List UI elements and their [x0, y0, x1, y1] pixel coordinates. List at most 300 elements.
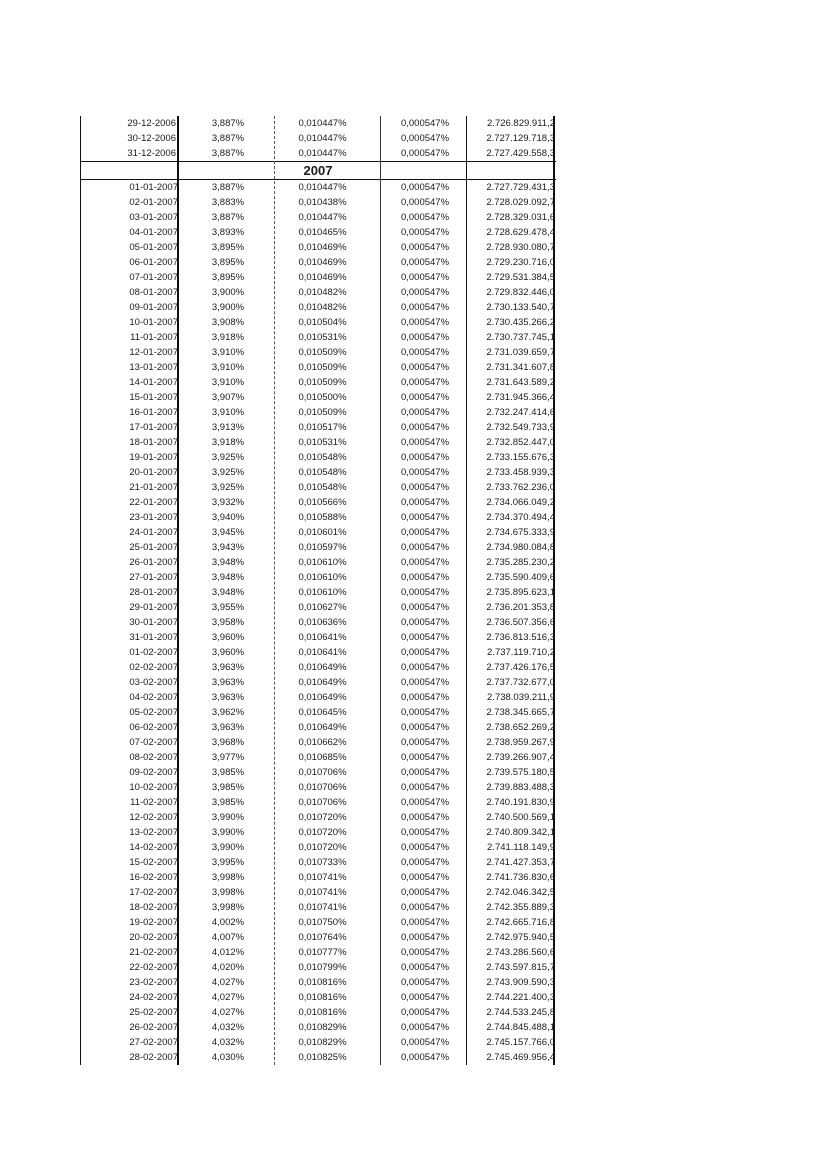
rule-right	[553, 116, 555, 1065]
amount-cell: 2.732.549.733,9	[486, 422, 555, 433]
annual-rate-cell: 3,962%	[211, 707, 245, 718]
date-cell: 27-02-2007	[129, 1037, 178, 1048]
amount-cell: 2.745.157.766,0	[486, 1037, 555, 1048]
daily-rate-cell: 0,010509%	[298, 407, 347, 418]
table-row	[80, 131, 556, 146]
date-cell: 22-01-2007	[129, 497, 178, 508]
daily-rate-cell: 0,010733%	[298, 857, 347, 868]
table-row	[80, 720, 556, 735]
date-cell: 04-01-2007	[129, 227, 178, 238]
spread-cell: 0,000547%	[400, 332, 450, 343]
amount-cell: 2.730.133.540,7	[486, 302, 555, 313]
amount-cell: 2.743.286.560,6	[486, 947, 555, 958]
table-row	[80, 750, 556, 765]
table-row	[80, 990, 556, 1005]
daily-rate-cell: 0,010610%	[298, 572, 347, 583]
date-cell: 23-02-2007	[129, 977, 178, 988]
daily-rate-cell: 0,010548%	[298, 467, 347, 478]
spread-cell: 0,000547%	[400, 118, 450, 129]
table-row	[80, 180, 556, 195]
amount-cell: 2.728.629.478,4	[486, 227, 555, 238]
date-cell: 18-02-2007	[129, 902, 178, 913]
spread-cell: 0,000547%	[400, 992, 450, 1003]
amount-cell: 2.743.909.590,3	[486, 977, 555, 988]
amount-cell: 2.735.285.230,2	[486, 557, 555, 568]
daily-rate-cell: 0,010482%	[298, 302, 347, 313]
table-row	[80, 435, 556, 450]
spread-cell: 0,000547%	[400, 947, 450, 958]
daily-rate-cell: 0,010465%	[298, 227, 347, 238]
spread-cell: 0,000547%	[400, 227, 450, 238]
table-row	[80, 645, 556, 660]
amount-cell: 2.742.975.940,5	[486, 932, 555, 943]
amount-cell: 2.741.736.830,6	[486, 872, 555, 883]
daily-rate-cell: 0,010706%	[298, 797, 347, 808]
amount-cell: 2.736.507.356,6	[486, 617, 555, 628]
annual-rate-cell: 3,907%	[211, 392, 245, 403]
annual-rate-cell: 3,910%	[211, 407, 245, 418]
date-cell: 14-02-2007	[129, 842, 178, 853]
amount-cell: 2.729.230.716,0	[486, 257, 555, 268]
amount-cell: 2.742.046.342,5	[486, 887, 555, 898]
date-cell: 01-01-2007	[129, 182, 178, 193]
table-row	[80, 555, 556, 570]
rates-table	[80, 116, 556, 1065]
table-row	[80, 975, 556, 990]
annual-rate-cell: 3,887%	[211, 148, 245, 159]
amount-cell: 2.733.762.236,0	[486, 482, 555, 493]
daily-rate-cell: 0,010649%	[298, 722, 347, 733]
spread-cell: 0,000547%	[400, 1007, 450, 1018]
daily-rate-cell: 0,010588%	[298, 512, 347, 523]
annual-rate-cell: 3,900%	[211, 287, 245, 298]
amount-cell: 2.729.531.384,5	[486, 272, 555, 283]
spread-cell: 0,000547%	[400, 857, 450, 868]
annual-rate-cell: 3,948%	[211, 572, 245, 583]
spread-cell: 0,000547%	[400, 133, 450, 144]
date-cell: 05-02-2007	[129, 707, 178, 718]
spread-cell: 0,000547%	[400, 1037, 450, 1048]
annual-rate-cell: 3,918%	[211, 332, 245, 343]
annual-rate-cell: 3,887%	[211, 118, 245, 129]
table-row	[80, 1020, 556, 1035]
annual-rate-cell: 3,910%	[211, 377, 245, 388]
annual-rate-cell: 4,027%	[211, 992, 245, 1003]
spread-cell: 0,000547%	[400, 287, 450, 298]
date-cell: 06-01-2007	[129, 257, 178, 268]
annual-rate-cell: 3,908%	[211, 317, 245, 328]
annual-rate-cell: 3,943%	[211, 542, 245, 553]
spread-cell: 0,000547%	[400, 1022, 450, 1033]
spread-cell: 0,000547%	[400, 347, 450, 358]
daily-rate-cell: 0,010720%	[298, 812, 347, 823]
table-row	[80, 705, 556, 720]
annual-rate-cell: 3,998%	[211, 902, 245, 913]
date-cell: 10-01-2007	[129, 317, 178, 328]
amount-cell: 2.744.533.245,8	[486, 1007, 555, 1018]
spread-cell: 0,000547%	[400, 662, 450, 673]
amount-cell: 2.733.155.676,3	[486, 452, 555, 463]
table-row	[80, 375, 556, 390]
daily-rate-cell: 0,010706%	[298, 767, 347, 778]
annual-rate-cell: 3,893%	[211, 227, 245, 238]
spread-cell: 0,000547%	[400, 377, 450, 388]
spread-cell: 0,000547%	[400, 707, 450, 718]
spread-cell: 0,000547%	[400, 842, 450, 853]
spread-cell: 0,000547%	[400, 452, 450, 463]
spread-cell: 0,000547%	[400, 467, 450, 478]
daily-rate-cell: 0,010438%	[298, 197, 347, 208]
table-row	[80, 900, 556, 915]
date-cell: 07-01-2007	[129, 272, 178, 283]
annual-rate-cell: 4,032%	[211, 1037, 245, 1048]
daily-rate-cell: 0,010509%	[298, 362, 347, 373]
spread-cell: 0,000547%	[400, 257, 450, 268]
table-row	[80, 255, 556, 270]
amount-cell: 2.731.643.589,2	[486, 377, 555, 388]
date-cell: 17-01-2007	[129, 422, 178, 433]
annual-rate-cell: 3,968%	[211, 737, 245, 748]
spread-cell: 0,000547%	[400, 557, 450, 568]
date-cell: 10-02-2007	[129, 782, 178, 793]
spread-cell: 0,000547%	[400, 887, 450, 898]
annual-rate-cell: 3,995%	[211, 857, 245, 868]
date-cell: 29-01-2007	[129, 602, 178, 613]
table-row	[80, 420, 556, 435]
daily-rate-cell: 0,010548%	[298, 452, 347, 463]
date-cell: 18-01-2007	[129, 437, 178, 448]
amount-cell: 2.744.845.488,1	[486, 1022, 555, 1033]
amount-cell: 2.727.429.558,3	[486, 148, 555, 159]
daily-rate-cell: 0,010504%	[298, 317, 347, 328]
daily-rate-cell: 0,010641%	[298, 632, 347, 643]
date-cell: 12-01-2007	[129, 347, 178, 358]
spread-cell: 0,000547%	[400, 617, 450, 628]
daily-rate-cell: 0,010509%	[298, 377, 347, 388]
table-row	[80, 330, 556, 345]
table-row	[80, 840, 556, 855]
daily-rate-cell: 0,010799%	[298, 962, 347, 973]
table-row	[80, 810, 556, 825]
daily-rate-cell: 0,010662%	[298, 737, 347, 748]
annual-rate-cell: 3,887%	[211, 133, 245, 144]
annual-rate-cell: 3,925%	[211, 467, 245, 478]
table-row	[80, 525, 556, 540]
table-row	[80, 495, 556, 510]
table-row	[80, 615, 556, 630]
table-row	[80, 660, 556, 675]
table-row	[80, 360, 556, 375]
daily-rate-cell: 0,010816%	[298, 992, 347, 1003]
table-row	[80, 825, 556, 840]
rows-2006	[80, 116, 556, 161]
daily-rate-cell: 0,010610%	[298, 587, 347, 598]
date-cell: 12-02-2007	[129, 812, 178, 823]
amount-cell: 2.745.469.956,4	[486, 1052, 555, 1063]
table-row	[80, 195, 556, 210]
spread-cell: 0,000547%	[400, 677, 450, 688]
annual-rate-cell: 3,998%	[211, 872, 245, 883]
daily-rate-cell: 0,010636%	[298, 617, 347, 628]
daily-rate-cell: 0,010601%	[298, 527, 347, 538]
date-cell: 02-01-2007	[129, 197, 178, 208]
date-cell: 31-12-2006	[127, 148, 176, 159]
annual-rate-cell: 3,883%	[211, 197, 245, 208]
daily-rate-cell: 0,010649%	[298, 692, 347, 703]
date-cell: 19-01-2007	[129, 452, 178, 463]
amount-cell: 2.733.458.939,3	[486, 467, 555, 478]
date-cell: 13-02-2007	[129, 827, 178, 838]
table-row	[80, 960, 556, 975]
table-row	[80, 1035, 556, 1050]
daily-rate-cell: 0,010741%	[298, 902, 347, 913]
date-cell: 07-02-2007	[129, 737, 178, 748]
date-cell: 23-01-2007	[129, 512, 178, 523]
spread-cell: 0,000547%	[400, 797, 450, 808]
spread-cell: 0,000547%	[400, 182, 450, 193]
date-cell: 09-01-2007	[129, 302, 178, 313]
spread-cell: 0,000547%	[400, 632, 450, 643]
date-cell: 26-01-2007	[129, 557, 178, 568]
amount-cell: 2.737.119.710,2	[487, 647, 555, 658]
table-row	[80, 1050, 556, 1065]
date-cell: 11-01-2007	[130, 332, 178, 343]
daily-rate-cell: 0,010627%	[298, 602, 347, 613]
spread-cell: 0,000547%	[400, 212, 450, 223]
rule-left	[80, 116, 81, 1065]
table-row	[80, 675, 556, 690]
date-cell: 20-02-2007	[129, 932, 178, 943]
amount-cell: 2.736.813.516,3	[486, 632, 555, 643]
daily-rate-cell: 0,010447%	[298, 182, 347, 193]
table-row	[80, 270, 556, 285]
annual-rate-cell: 3,960%	[211, 647, 245, 658]
table-row	[80, 945, 556, 960]
table-row	[80, 690, 556, 705]
spread-cell: 0,000547%	[400, 977, 450, 988]
table-row	[80, 915, 556, 930]
daily-rate-cell: 0,010764%	[298, 932, 347, 943]
date-cell: 08-02-2007	[129, 752, 178, 763]
daily-rate-cell: 0,010517%	[298, 422, 347, 433]
annual-rate-cell: 4,012%	[211, 947, 245, 958]
table-row	[80, 630, 556, 645]
daily-rate-cell: 0,010597%	[298, 542, 347, 553]
amount-cell: 2.739.266.907,4	[486, 752, 555, 763]
date-cell: 31-01-2007	[129, 632, 178, 643]
table-row	[80, 780, 556, 795]
table-row	[80, 510, 556, 525]
amount-cell: 2.738.959.267,9	[486, 737, 555, 748]
date-cell: 03-01-2007	[129, 212, 178, 223]
date-cell: 26-02-2007	[129, 1022, 178, 1033]
spread-cell: 0,000547%	[400, 302, 450, 313]
date-cell: 01-02-2007	[129, 647, 178, 658]
date-cell: 02-02-2007	[129, 662, 178, 673]
annual-rate-cell: 3,910%	[211, 347, 245, 358]
table-row	[80, 116, 556, 131]
amount-cell: 2.734.066.049,2	[486, 497, 555, 508]
annual-rate-cell: 3,945%	[211, 527, 245, 538]
annual-rate-cell: 3,985%	[211, 767, 245, 778]
spread-cell: 0,000547%	[400, 602, 450, 613]
date-cell: 20-01-2007	[129, 467, 178, 478]
year-header: 2007	[80, 161, 556, 180]
amount-cell: 2.740.191.830,9	[486, 797, 555, 808]
daily-rate-cell: 0,010720%	[298, 842, 347, 853]
daily-rate-cell: 0,010741%	[298, 887, 347, 898]
spread-cell: 0,000547%	[400, 512, 450, 523]
date-cell: 16-02-2007	[129, 872, 178, 883]
table-row	[80, 930, 556, 945]
spread-cell: 0,000547%	[400, 392, 450, 403]
table-row	[80, 765, 556, 780]
date-cell: 19-02-2007	[129, 917, 178, 928]
annual-rate-cell: 4,007%	[211, 932, 245, 943]
date-cell: 25-01-2007	[129, 542, 178, 553]
table-row	[80, 210, 556, 225]
table-row	[80, 735, 556, 750]
annual-rate-cell: 3,963%	[211, 692, 245, 703]
daily-rate-cell: 0,010548%	[298, 482, 347, 493]
daily-rate-cell: 0,010777%	[298, 947, 347, 958]
annual-rate-cell: 3,955%	[211, 602, 245, 613]
spread-cell: 0,000547%	[400, 572, 450, 583]
spread-cell: 0,000547%	[400, 497, 450, 508]
spread-cell: 0,000547%	[400, 962, 450, 973]
spread-cell: 0,000547%	[400, 932, 450, 943]
spread-cell: 0,000547%	[400, 422, 450, 433]
date-cell: 22-02-2007	[129, 962, 178, 973]
amount-cell: 2.731.039.659,7	[486, 347, 555, 358]
date-cell: 21-01-2007	[129, 482, 178, 493]
annual-rate-cell: 3,990%	[211, 827, 245, 838]
daily-rate-cell: 0,010447%	[298, 133, 347, 144]
table-row	[80, 600, 556, 615]
annual-rate-cell: 3,998%	[211, 887, 245, 898]
annual-rate-cell: 3,963%	[211, 722, 245, 733]
spread-cell: 0,000547%	[400, 782, 450, 793]
annual-rate-cell: 3,960%	[211, 632, 245, 643]
spread-cell: 0,000547%	[400, 752, 450, 763]
amount-cell: 2.741.118.149,9	[487, 842, 555, 853]
table-row	[80, 855, 556, 870]
daily-rate-cell: 0,010649%	[298, 677, 347, 688]
daily-rate-cell: 0,010531%	[298, 332, 347, 343]
spread-cell: 0,000547%	[400, 272, 450, 283]
amount-cell: 2.739.575.180,5	[486, 767, 555, 778]
spread-cell: 0,000547%	[400, 872, 450, 883]
daily-rate-cell: 0,010447%	[298, 118, 347, 129]
annual-rate-cell: 4,027%	[211, 1007, 245, 1018]
amount-cell: 2.729.832.446,0	[486, 287, 555, 298]
annual-rate-cell: 3,932%	[211, 497, 245, 508]
date-cell: 30-01-2007	[129, 617, 178, 628]
date-cell: 30-12-2006	[127, 133, 176, 144]
amount-cell: 2.734.675.333,9	[486, 527, 555, 538]
annual-rate-cell: 3,900%	[211, 302, 245, 313]
spread-cell: 0,000547%	[400, 317, 450, 328]
amount-cell: 2.735.590.409,6	[486, 572, 555, 583]
spread-cell: 0,000547%	[400, 722, 450, 733]
daily-rate-cell: 0,010750%	[298, 917, 347, 928]
annual-rate-cell: 3,925%	[211, 452, 245, 463]
annual-rate-cell: 3,940%	[211, 512, 245, 523]
daily-rate-cell: 0,010816%	[298, 1007, 347, 1018]
date-cell: 15-02-2007	[129, 857, 178, 868]
spread-cell: 0,000547%	[400, 148, 450, 159]
daily-rate-cell: 0,010720%	[298, 827, 347, 838]
spread-cell: 0,000547%	[400, 902, 450, 913]
amount-cell: 2.740.809.342,1	[486, 827, 555, 838]
table-row	[80, 465, 556, 480]
annual-rate-cell: 3,887%	[211, 212, 245, 223]
annual-rate-cell: 3,958%	[211, 617, 245, 628]
date-cell: 21-02-2007	[129, 947, 178, 958]
table-row	[80, 285, 556, 300]
table-row	[80, 540, 556, 555]
daily-rate-cell: 0,010816%	[298, 977, 347, 988]
annual-rate-cell: 4,002%	[211, 917, 245, 928]
amount-cell: 2.738.652.269,2	[486, 722, 555, 733]
table-row	[80, 390, 556, 405]
amount-cell: 2.737.426.176,5	[486, 662, 555, 673]
amount-cell: 2.727.729.431,3	[486, 182, 555, 193]
daily-rate-cell: 0,010741%	[298, 872, 347, 883]
annual-rate-cell: 3,895%	[211, 257, 245, 268]
spread-cell: 0,000547%	[400, 827, 450, 838]
table-grid	[80, 116, 556, 1065]
amount-cell: 2.728.930.080,7	[486, 242, 555, 253]
amount-cell: 2.734.980.084,8	[486, 542, 555, 553]
spread-cell: 0,000547%	[400, 362, 450, 373]
daily-rate-cell: 0,010482%	[298, 287, 347, 298]
annual-rate-cell: 4,030%	[211, 1052, 245, 1063]
spread-cell: 0,000547%	[400, 527, 450, 538]
rule-daily	[380, 116, 381, 1065]
date-cell: 03-02-2007	[129, 677, 178, 688]
annual-rate-cell: 3,948%	[211, 557, 245, 568]
date-cell: 14-01-2007	[129, 377, 178, 388]
table-row	[80, 146, 556, 161]
table-row	[80, 480, 556, 495]
date-cell: 28-01-2007	[129, 587, 178, 598]
spread-cell: 0,000547%	[400, 1052, 450, 1063]
daily-rate-cell: 0,010641%	[298, 647, 347, 658]
daily-rate-cell: 0,010500%	[298, 392, 347, 403]
amount-cell: 2.732.852.447,0	[486, 437, 555, 448]
annual-rate-cell: 3,910%	[211, 362, 245, 373]
date-cell: 28-02-2007	[129, 1052, 178, 1063]
daily-rate-cell: 0,010610%	[298, 557, 347, 568]
table-row	[80, 885, 556, 900]
amount-cell: 2.735.895.623,1	[486, 587, 555, 598]
table-row	[80, 1005, 556, 1020]
table-row	[80, 585, 556, 600]
amount-cell: 2.732.247.414,6	[486, 407, 555, 418]
annual-rate-cell: 3,977%	[211, 752, 245, 763]
spread-cell: 0,000547%	[400, 587, 450, 598]
amount-cell: 2.728.329.031,6	[486, 212, 555, 223]
annual-rate-cell: 4,032%	[211, 1022, 245, 1033]
daily-rate-cell: 0,010645%	[298, 707, 347, 718]
table-row	[80, 570, 556, 585]
amount-cell: 2.743.597.815,7	[486, 962, 555, 973]
daily-rate-cell: 0,010649%	[298, 662, 347, 673]
spread-cell: 0,000547%	[400, 437, 450, 448]
spread-cell: 0,000547%	[400, 242, 450, 253]
amount-cell: 2.740.500.569,1	[486, 812, 555, 823]
